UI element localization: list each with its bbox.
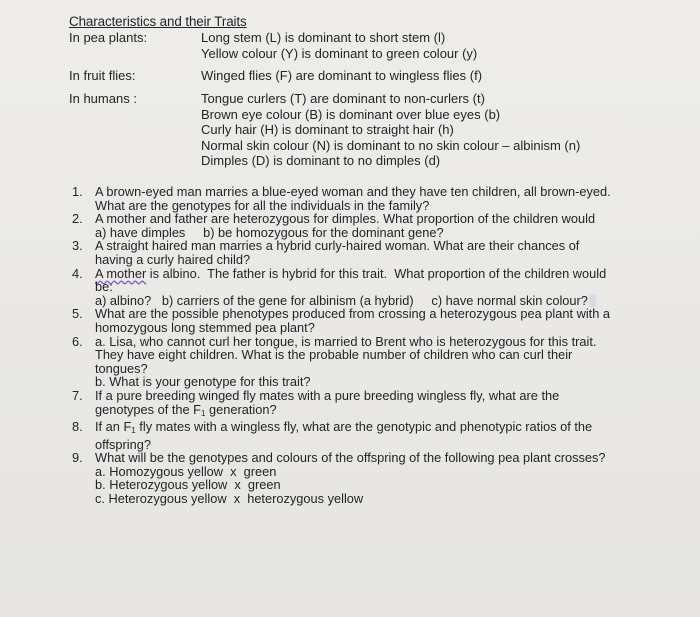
question-text: fly mates with a wingless fly, what are the genotypic and phenotypic ratios of the	[135, 419, 593, 435]
trait-item: Yellow colour (Y) is dominant to green colour (y)	[201, 45, 478, 61]
subscript: 1	[201, 408, 206, 418]
group-label: In humans :	[69, 91, 137, 106]
question-line: A brown-eyed man marries a blue-eyed woman and they have ten children, all brown-eyed.	[95, 184, 611, 199]
question-number: 1.	[72, 184, 83, 199]
question-3	[72, 239, 662, 266]
question-line: c. Heterozygous yellow x heterozygous yellow	[95, 491, 364, 507]
trait-list	[201, 30, 477, 61]
question-line: offspring?	[95, 436, 151, 452]
question-line	[95, 420, 662, 438]
trait-list	[201, 68, 482, 84]
trait-item: Tongue curlers (T) are dominant to non-curlers (t)	[201, 91, 485, 106]
question-line: A mother and father are heterozygous for dimples. What proportion of the children would	[95, 211, 596, 227]
question-2	[72, 212, 662, 239]
question-number: 3.	[72, 238, 83, 254]
question-line: What will be the genotypes and colours of the offspring of the following pea plant crosses?	[95, 450, 606, 466]
subscript: 1	[131, 426, 136, 436]
question-line: They have eight children. What is the probable number of children who can curl their	[95, 347, 573, 363]
question-8	[72, 420, 662, 451]
trait-item: Curly hair (H) is dominant to straight hair (h)	[201, 122, 454, 138]
question-line: tongues?	[95, 360, 148, 376]
question-line: be:	[95, 279, 113, 295]
question-number: 2.	[72, 211, 83, 227]
question-4	[72, 267, 662, 308]
question-number: 5.	[72, 306, 83, 322]
question-number: 4.	[72, 265, 83, 281]
spellcheck-underlined-text: A mother	[95, 265, 147, 281]
question-line: What are the genotypes for all the individuals in the family?	[95, 197, 430, 213]
trait-item: Dimples (D) is dominant to no dimples (d)	[201, 153, 441, 169]
question-line	[95, 294, 662, 308]
question-text: genotypes of the F	[95, 401, 201, 417]
text-cursor	[589, 295, 596, 307]
trait-item: Brown eye colour (B) is dominant over blue eyes (b)	[201, 106, 501, 122]
question-7	[72, 389, 662, 420]
question-number: 6.	[72, 333, 83, 349]
question-1	[72, 185, 662, 212]
question-number: 8.	[72, 419, 83, 435]
question-line: If a pure breeding winged fly mates with a pure breeding wingless fly, what are the	[95, 387, 560, 403]
question-line: a. Lisa, who cannot curl her tongue, is married to Brent who is heterozygous for this trait.	[95, 333, 597, 349]
question-6	[72, 335, 662, 389]
question-text: generation?	[205, 401, 277, 417]
question-5	[72, 307, 662, 334]
question-line	[95, 403, 662, 421]
question-line: b. What is your genotype for this trait?	[95, 374, 311, 390]
question-number: 9.	[72, 450, 83, 466]
question-text: is albino. The father is hybrid for this trait. What proportion of the children would	[146, 265, 607, 281]
question-line	[95, 267, 662, 281]
trait-item: Long stem (L) is dominant to short stem (l)	[201, 30, 446, 45]
question-text: a) albino? b) carriers of the gene for albinism (a hybrid) c) have normal skin colour?	[95, 292, 588, 308]
group-label: In fruit flies:	[69, 68, 136, 83]
trait-list	[201, 91, 580, 169]
question-line: having a curly haired child?	[95, 251, 251, 267]
question-line: A straight haired man marries a hybrid curly-haired woman. What are their chances of	[95, 238, 580, 254]
group-label: In pea plants:	[69, 30, 148, 45]
page-title: Characteristics and their Traits	[69, 14, 247, 29]
question-line: a. Homozygous yellow x green	[95, 463, 277, 479]
trait-item: Winged flies (F) are dominant to wingless flies (f)	[201, 68, 483, 83]
question-line: What are the possible phenotypes produced from crossing a heterozygous pea plant with a	[95, 306, 611, 322]
question-text: If an F	[95, 419, 132, 435]
question-list	[72, 185, 662, 506]
question-9	[72, 451, 662, 505]
trait-item: Normal skin colour (N) is dominant to no skin colour – albinism (n)	[201, 137, 581, 153]
question-line: a) have dimples b) be homozygous for the dominant gene?	[95, 224, 444, 240]
question-number: 7.	[72, 387, 83, 403]
question-line: homozygous long stemmed pea plant?	[95, 319, 315, 335]
question-line: b. Heterozygous yellow x green	[95, 477, 281, 493]
